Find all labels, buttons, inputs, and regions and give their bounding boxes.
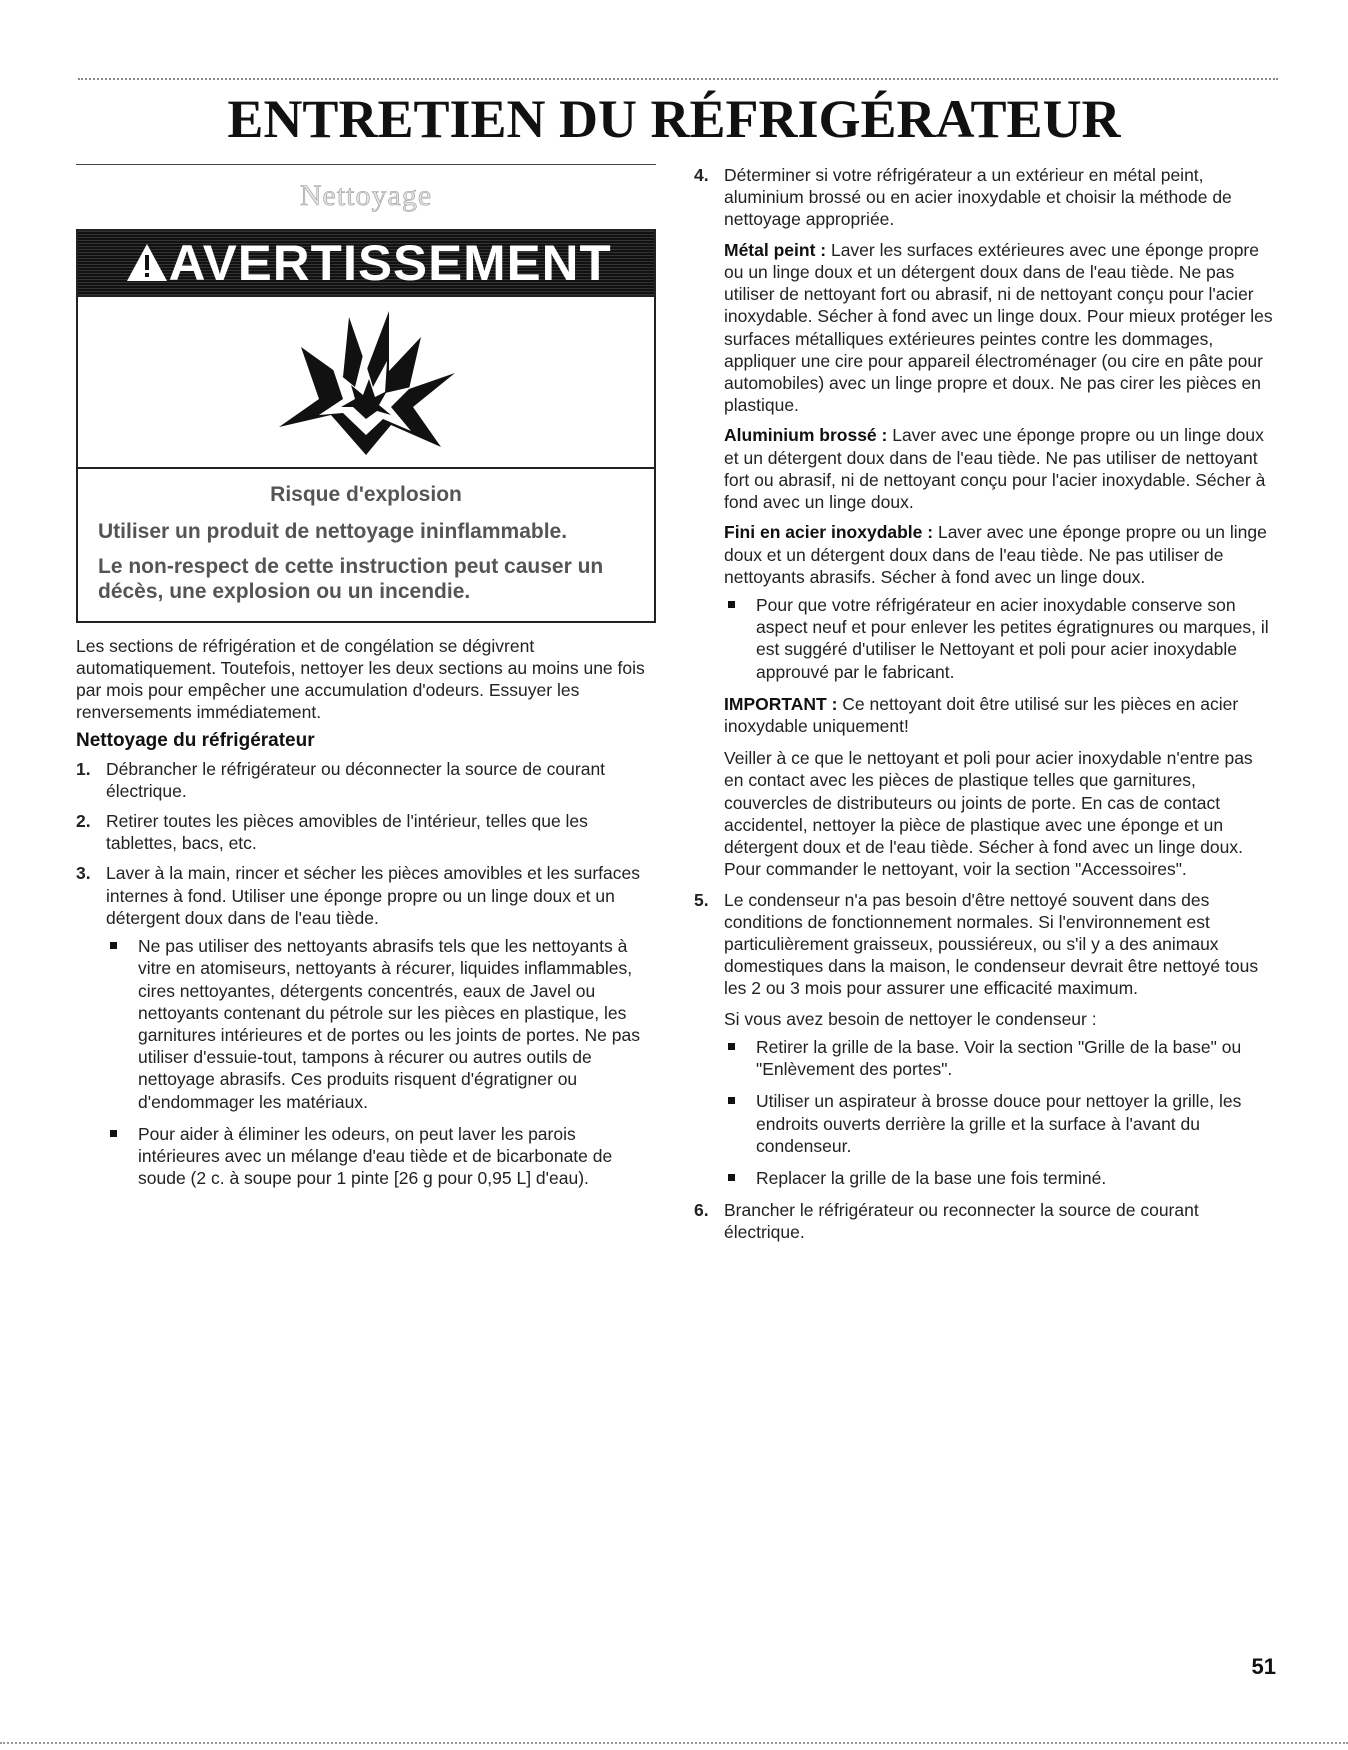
left-body xyxy=(76,635,656,1190)
bullet-text: Replacer la grille de la base une fois terminé. xyxy=(756,1167,1107,1188)
warning-header xyxy=(78,231,654,295)
explosion-figure xyxy=(78,295,654,469)
finish-metal xyxy=(724,239,1274,417)
bullet-text: Utiliser un aspirateur à brosse douce pour nettoyer la grille, les endroits ouverts derrière la grille et la surface à l'avant du condenseur. xyxy=(756,1091,1242,1156)
steps-list-right xyxy=(694,164,1274,1244)
finish-metal-label: Métal peint : xyxy=(724,239,827,260)
step-item xyxy=(694,1199,1274,1243)
square-bullet-icon xyxy=(728,601,735,608)
step-number: 5. xyxy=(694,889,709,910)
condenser-bullets xyxy=(724,1036,1274,1189)
square-bullet-icon xyxy=(728,1043,735,1050)
bullet-item xyxy=(724,1036,1274,1080)
bullet-text: Ne pas utiliser des nettoyants abrasifs tels que les nettoyants à vitre en atomiseurs, nettoyants à récurer, liquides inflammables, cires nettoyantes, détergents concentrés, eaux de Javel ou nettoyants contenant du pétrole sur les pièces en plastique, les garnitures intérieures et de portes ou les joints de portes. Ne pas utiliser d'essuie-tout, tampons à récurer ou autres outils de nettoyage abrasifs. Ces produits risquent d'égratigner ou d'endommager les matériaux. xyxy=(138,936,640,1112)
finish-aluminum xyxy=(724,424,1274,513)
caution-paragraph: Veiller à ce que le nettoyant et poli pour acier inoxydable n'entre pas en contact avec les pièces de plastique telles que garnitures, couvercles de distributeurs ou joints de porte. En cas de contact accidentel, nettoyer la pièce de plastique avec une éponge et un détergent doux et de l'eau tiède. Sécher à fond avec un linge doux. Pour commander le nettoyant, voir la section "Accessoires". xyxy=(724,748,1253,880)
finish-metal-text: Laver les surfaces extérieures avec une éponge propre ou un linge doux et un détergent doux dans de l'eau tiède. Ne pas utiliser de nettoyant fort ou abrasif, ni de nettoyant conçu pour l'acier inoxydable. Sécher à fond avec un linge doux. Pour mieux protéger les surfaces métalliques extérieures peintes contre les dommages, appliquer une cire pour appareil électroménager (ou cire en pâte pour automobiles) avec un linge propre et doux. Ne pas cirer les pièces en plastique. xyxy=(724,239,1273,416)
section-title: Nettoyage xyxy=(299,179,433,212)
left-column xyxy=(76,164,656,1200)
bullet-text: Pour que votre réfrigérateur en acier inoxydable conserve son aspect neuf et pour enlever les petites égratignures ou marques, il est suggéré d'utiliser le Nettoyant et poli pour acier inoxydable approuvé par le fabricant. xyxy=(756,594,1269,682)
step-number: 6. xyxy=(694,1200,709,1221)
warning-title: AVERTISSEMENT xyxy=(168,235,612,291)
step-number: 1. xyxy=(76,758,91,779)
warning-line2: Le non-respect de cette instruction peut causer un décès, une explosion ou un incendie. xyxy=(98,555,604,604)
bullet-text: Pour aider à éliminer les odeurs, on peut laver les parois intérieures avec un mélange d'eau tiède et de bicarbonate de soude (2 c. à soupe pour 1 pinte [26 g pour 0,95 L] d'eau). xyxy=(138,1123,613,1189)
step-item xyxy=(76,810,656,854)
subheading: Nettoyage du réfrigérateur xyxy=(76,730,315,752)
square-bullet-icon xyxy=(728,1097,735,1104)
condenser-intro: Si vous avez besoin de nettoyer le condenseur : xyxy=(724,1008,1097,1029)
warning-hazard: Risque d'explosion xyxy=(270,483,462,506)
finish-steel-text: Laver avec une éponge propre ou un linge doux et un détergent doux dans de l'eau tiède. Ne pas utiliser de nettoyants abrasifs. Sécher à fond avec un linge doux. xyxy=(724,522,1267,587)
step-item xyxy=(76,862,656,1189)
warning-text xyxy=(78,469,654,621)
step-text: Retirer toutes les pièces amovibles de l'intérieur, telles que les tablettes, bacs, etc. xyxy=(106,811,588,854)
page-title: ENTRETIEN DU RÉFRIGÉRATEUR xyxy=(227,89,1121,149)
bullet-item xyxy=(106,935,656,1113)
square-bullet-icon xyxy=(110,942,117,949)
step3-bullets xyxy=(106,935,656,1189)
bullet-item xyxy=(724,1090,1274,1157)
top-dotted-rule xyxy=(78,78,1278,80)
page-number: 51 xyxy=(1251,1654,1276,1679)
steps-list-left xyxy=(76,758,656,1190)
step-text: Déterminer si votre réfrigérateur a un extérieur en métal peint, aluminium brossé ou en acier inoxydable et choisir la méthode de nettoyage appropriée. xyxy=(724,165,1232,230)
finish-steel xyxy=(724,521,1274,588)
step-text: Débrancher le réfrigérateur ou déconnecter la source de courant électrique. xyxy=(106,758,606,801)
bullet-item xyxy=(724,594,1274,683)
step-item xyxy=(76,758,656,802)
square-bullet-icon xyxy=(728,1174,735,1181)
step-item xyxy=(694,164,1274,881)
section-rule xyxy=(76,164,656,165)
warning-box xyxy=(76,229,656,623)
explosion-icon xyxy=(271,307,461,457)
bullet-text: Retirer la grille de la base. Voir la section "Grille de la base" ou "Enlèvement des portes". xyxy=(756,1036,1242,1080)
step-item xyxy=(694,889,1274,1190)
step-text: Le condenseur n'a pas besoin d'être nettoyé souvent dans des conditions de fonctionnement normales. Si l'environnement est particulièrement graisseux, poussiéreux, ou s'il y a des animaux domestiques dans la maison, le condenseur devrait être nettoyé tous les 2 ou 3 mois pour assurer une efficacité maximum. xyxy=(724,889,1259,999)
step-number: 4. xyxy=(694,165,709,185)
important-text: Ce nettoyant doit être utilisé sur les pièces en acier inoxydable uniquement! xyxy=(724,693,1239,737)
warning-line1: Utiliser un produit de nettoyage ininflammable. xyxy=(98,520,568,543)
steel-bullets xyxy=(724,594,1274,683)
step-text: Laver à la main, rincer et sécher les pièces amovibles et les surfaces internes à fond. Utiliser une éponge propre ou un linge doux et un détergent doux dans de l'eau tiède. xyxy=(106,863,640,928)
important-label: IMPORTANT : xyxy=(724,693,838,714)
finish-aluminum-text: Laver avec une éponge propre ou un linge doux et un détergent doux dans de l'eau tiède. Ne pas utiliser de nettoyant fort ou abrasif, ni de nettoyant conçu pour l'acier inoxydable. Sécher à fond avec un linge doux. xyxy=(724,425,1266,513)
square-bullet-icon xyxy=(110,1130,117,1137)
finish-aluminum-label: Aluminium brossé : xyxy=(724,425,888,446)
warning-triangle-icon xyxy=(125,241,169,285)
step-number: 3. xyxy=(76,863,91,884)
right-column xyxy=(694,164,1274,1252)
step-number: 2. xyxy=(76,811,91,831)
finish-steel-label: Fini en acier inoxydable : xyxy=(724,522,934,543)
intro-paragraph: Les sections de réfrigération et de congélation se dégivrent automatiquement. Toutefois, nettoyer les deux sections au moins une fois par mois pour empêcher une accumulation d'odeurs. Essuyer les renversements immédiatement. xyxy=(76,635,645,723)
bullet-item xyxy=(106,1123,656,1190)
bullet-item xyxy=(724,1167,1274,1189)
step-text: Brancher le réfrigérateur ou reconnecter la source de courant électrique. xyxy=(724,1200,1199,1243)
bottom-dotted-rule xyxy=(0,1742,1348,1744)
important-note xyxy=(724,693,1274,737)
